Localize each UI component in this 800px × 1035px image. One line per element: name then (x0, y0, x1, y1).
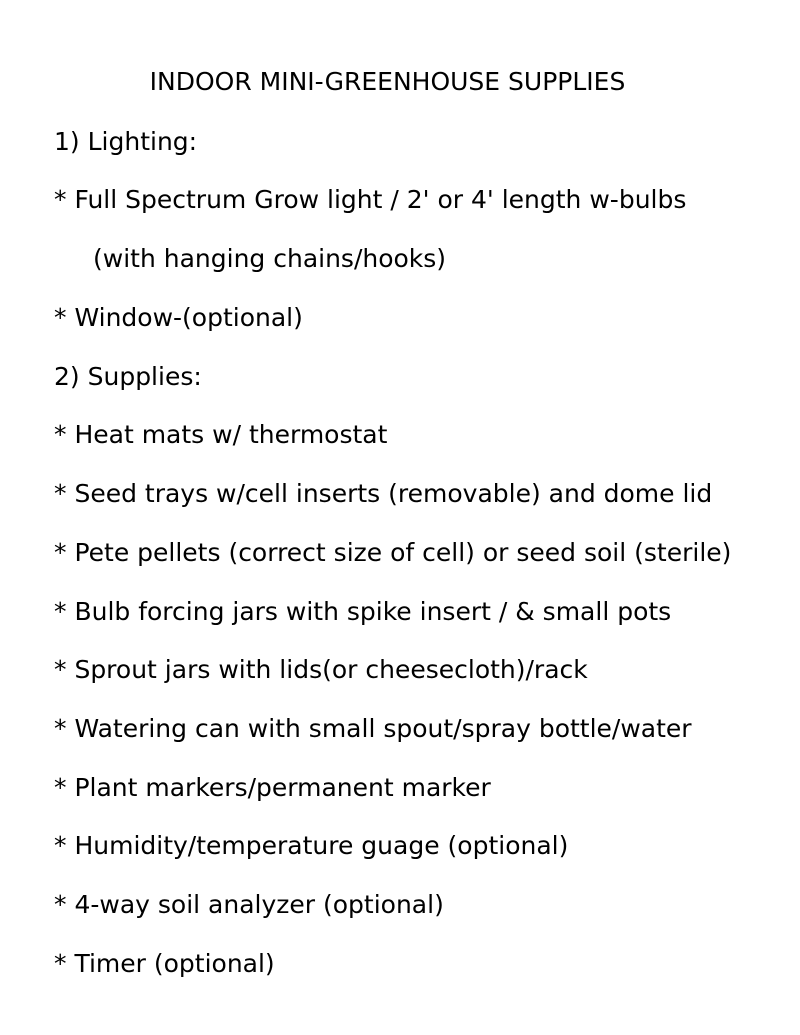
list-item: * Full Spectrum Grow light / 2' or 4' length w-bulbs (54, 185, 687, 214)
page-title: INDOOR MINI-GREENHOUSE SUPPLIES (149, 67, 626, 96)
section-heading-supplies: 2) Supplies: (54, 362, 202, 391)
list-item: * Plant markers/permanent marker (54, 773, 491, 802)
list-item-continuation: (with hanging chains/hooks) (93, 244, 447, 273)
list-item: * Heat mats w/ thermostat (54, 420, 388, 449)
list-item: * Bulb forcing jars with spike insert / & small pots (54, 597, 672, 626)
list-item: * Watering can with small spout/spray bottle/water (54, 714, 692, 743)
list-item: * Window-(optional) (54, 303, 303, 332)
list-item: * Seed trays w/cell inserts (removable) and dome lid (54, 479, 713, 508)
list-item: * Humidity/temperature guage (optional) (54, 831, 569, 860)
list-item: * Timer (optional) (54, 949, 275, 978)
section-heading-lighting: 1) Lighting: (54, 127, 198, 156)
list-item: * 4-way soil analyzer (optional) (54, 890, 444, 919)
list-item: * Sprout jars with lids(or cheesecloth)/rack (54, 655, 588, 684)
list-item: * Pete pellets (correct size of cell) or seed soil (sterile) (54, 538, 732, 567)
